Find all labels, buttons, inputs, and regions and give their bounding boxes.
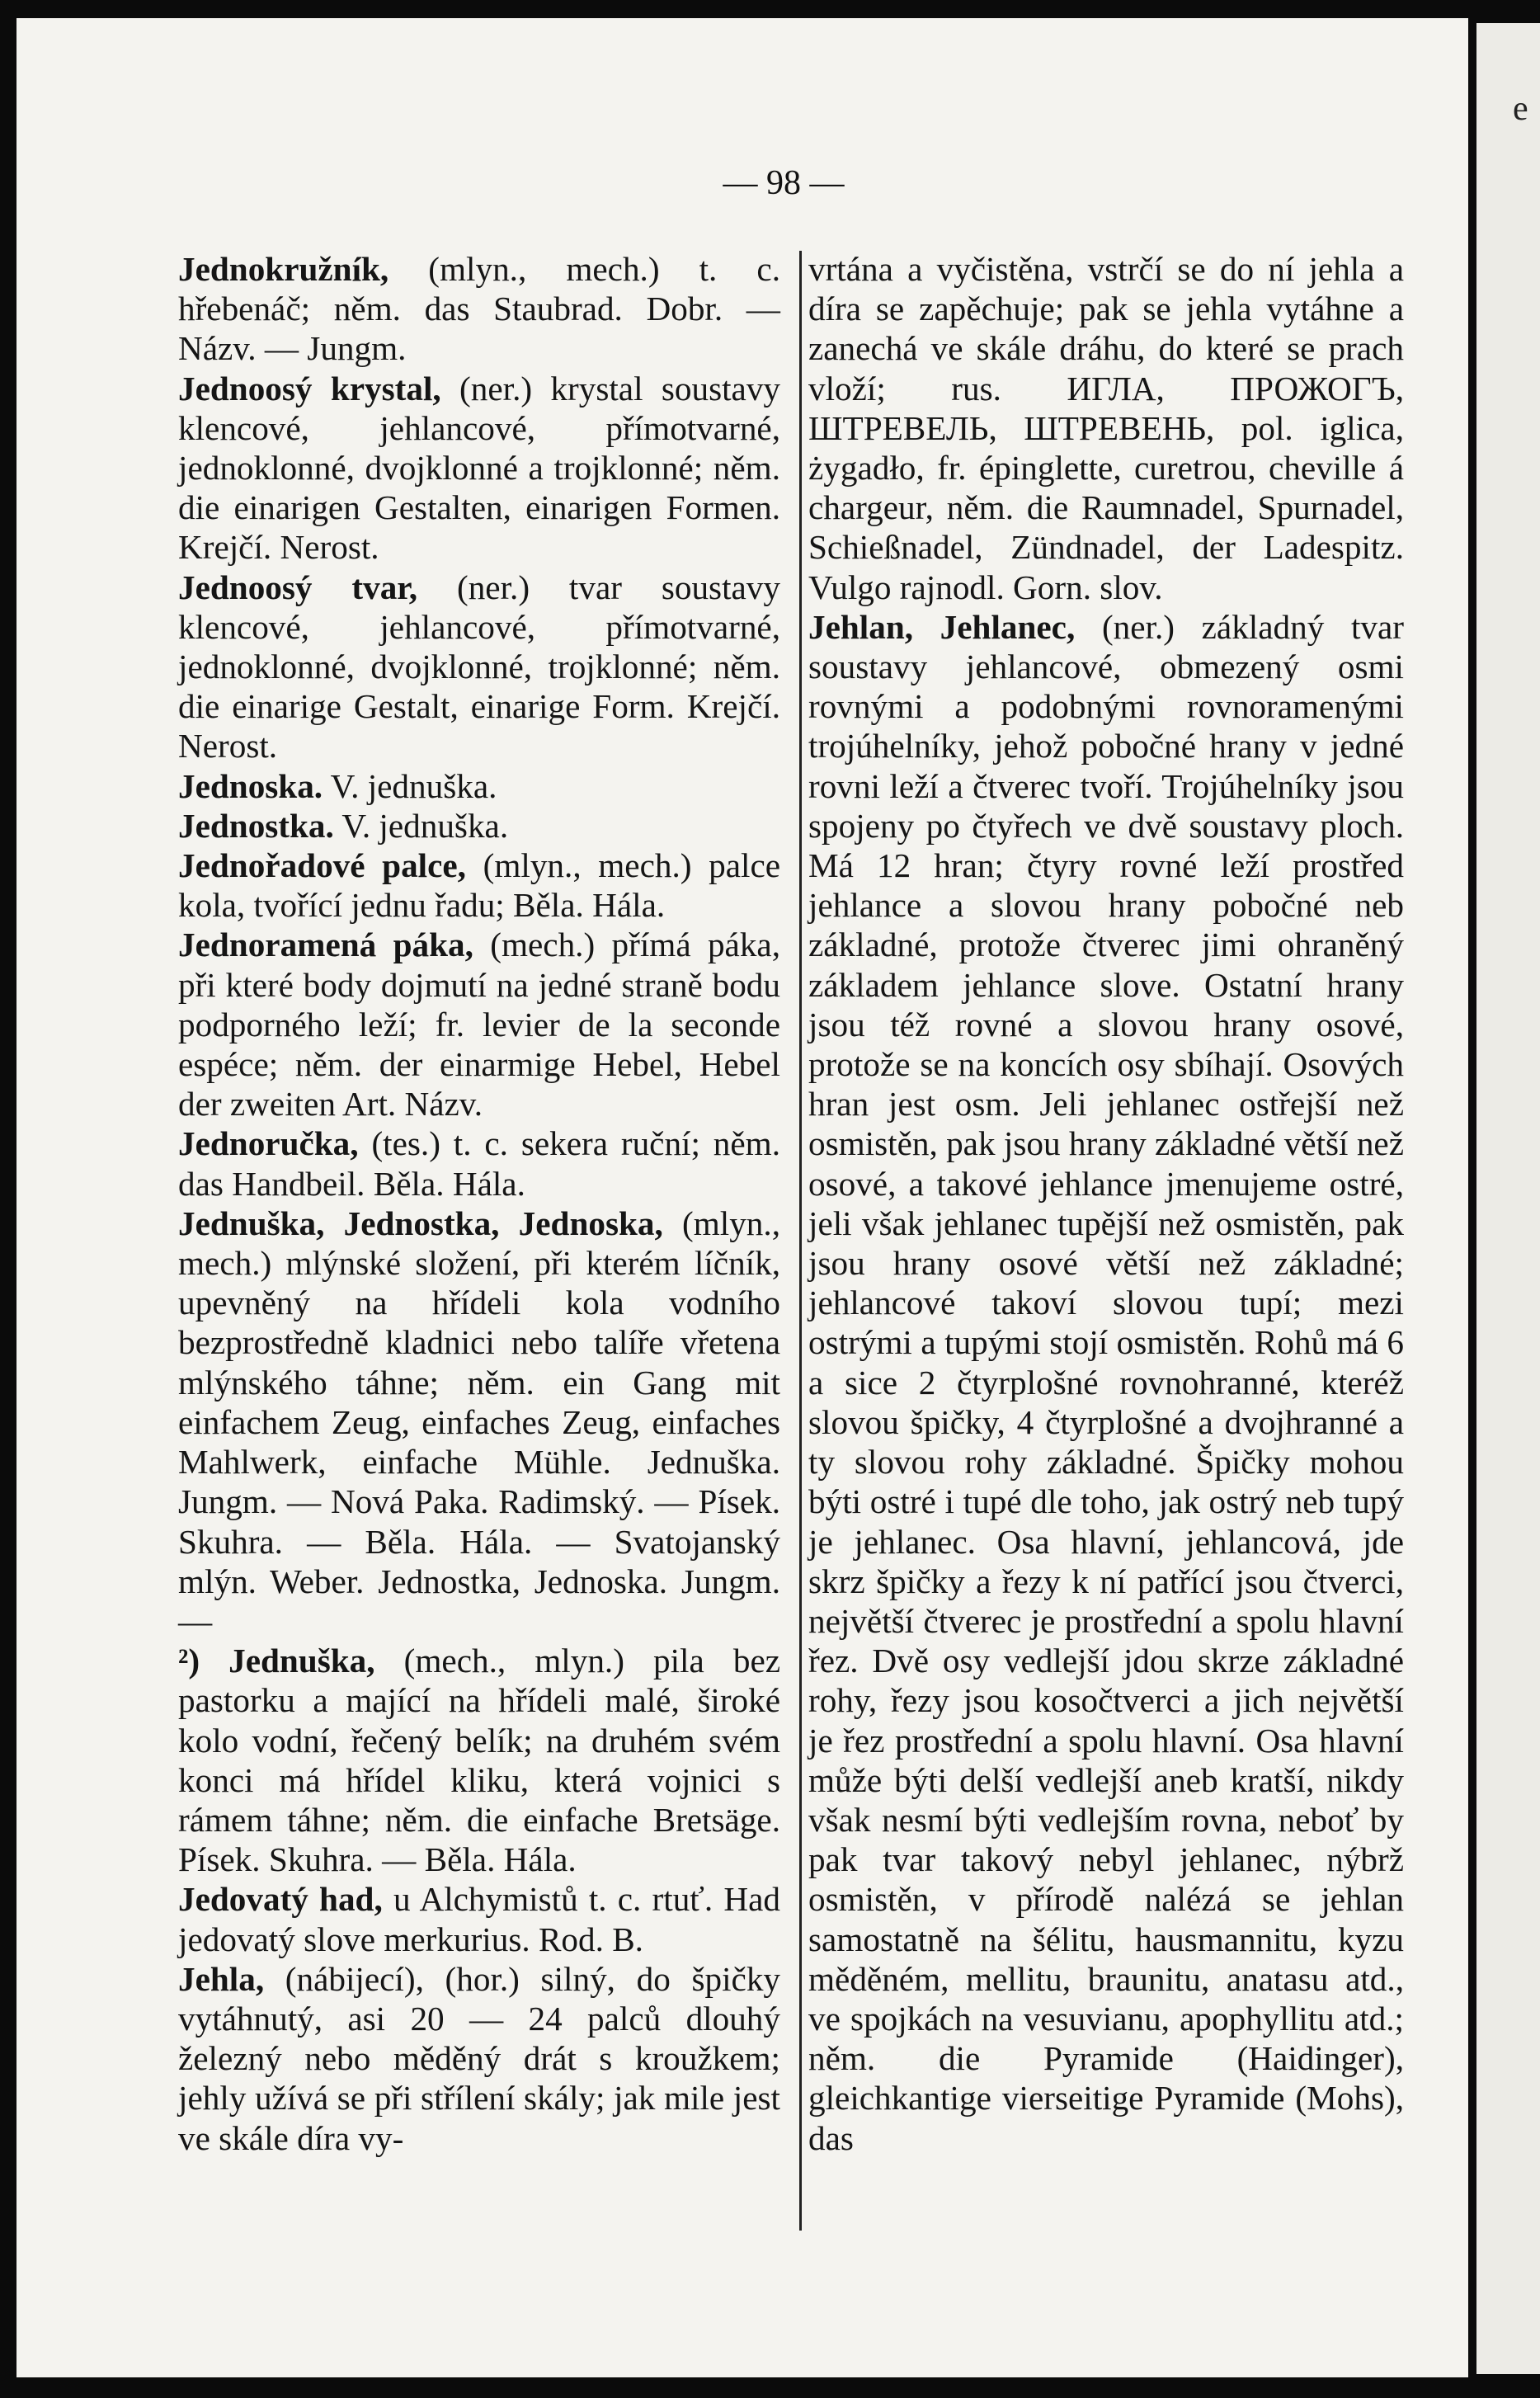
entry-headword: Jednořadové palce, (178, 846, 466, 885)
entry-headword: Jednoska. (178, 766, 323, 805)
entry-text: (nábijecí), (hor.) silný, do špičky vytáhnutý, asi 20 — 24 palců dlouhý železný nebo měděný drát s kroužkem; jehly užívá se při střílení skály; jak mile jest ve skále díra vy- (178, 1959, 781, 2157)
column-divider (799, 251, 802, 2231)
entry-headword: Jedovatý had, (178, 1880, 383, 1919)
entry-text: (ner.) krystal soustavy klencové, jehlancové, přímotvarné, jednoklonné, dvojklonné a trojklonné; něm. die einarigen Gestalten, einarigen Formen. Krejčí. Nerost. (178, 369, 781, 567)
entry-text: u Alchymistů t. c. rtuť. Had jedovatý slove merkurius. Rod. B. (178, 1880, 780, 1958)
adjacent-page-letter: e (1513, 90, 1528, 128)
entry-text: (ner.) základný tvar soustavy jehlancové, obmezený osmi rovnými a podobnými rovnoramenými trojúhelníky, jehož pobočné hrany v jedné rovni leží a čtverec tvoří. Trojúhelníky jsou spojeny po čtyřech ve dvě soustavy ploch. Má 12 hran; čtyry rovné leží prostřed jehlance a slovou hrany pobočné neb základné, protože čtverec jimi ohraněný základem jehlance slove. Ostatní hrany jsou též rovné a slovou hrany osové, protože se na koncích osy sbíhají. Osových hran jest osm. Jeli jehlanec ostřejší než osmistěn, pak jsou hrany základné větší než osové, a takové jehlance jmenujeme ostré, jeli však jehlanec tupější než osmistěn, pak jsou hrany osové větší než základné; jehlancové takoví slovou tupí; mezi ostrými a tupými stojí osmistěn. Rohů má 6 a sice 2 čtyrplošné rovnohranné, kteréž slovou špičky, 4 čtyrplošné a dvojhranné a ty slovou rohy základné. Špičky mohou býti ostré i tupé dle toho, jak ostrý neb tupý je jehlanec. Osa hlavní, jehlancová, jde skrz špičky a řezy k ní patřící jsou čtverci, největší čtverec je prostřední a spolu hlavní řez. Dvě osy vedlejší jdou skrze základné rohy, řezy jsou kosočtverci a jich největší je řez prostřední a spolu hlavní. Osa hlavní může býti delší vedlejší aneb kratší, nikdy však nesmí býti vedlejším rovna, neboť by pak tvar takový nebyl jehlanec, nýbrž osmistěn, v přírodě nalézá se jehlan samostatně na šélitu, hausmannitu, kyzu měděném, mellitu, braunitu, anatasu atd., ve spojkách na vesuvianu, apophyllitu atd.; něm. die Pyramide (Haidinger), gleichkantige vierseitige Pyramide (Mohs), das (808, 607, 1404, 2157)
entry-text: (mech., mlyn.) pila bez pastorku a mající na hřídeli malé, široké kolo vodní, řečený belík; na druhém svém konci má hřídel kliku, která vojnici s rámem táhne; něm. die einfache Bretsäge. Písek. Skuhra. — Běla. Hála. (178, 1642, 781, 1879)
left-column (178, 249, 780, 2158)
entry-text: V. jednuška. (330, 766, 497, 805)
dictionary-entry (178, 925, 780, 1124)
dictionary-entry (178, 1641, 780, 1879)
dictionary-entry (808, 249, 1404, 607)
dictionary-entry (178, 1879, 780, 1958)
dictionary-entry (178, 369, 780, 568)
entry-headword: Jehla, (178, 1959, 265, 1998)
entry-text: (mlyn., mech.) mlýnské složení, při kterém líčník, upevněný na hřídeli kola vodního bezprostředně kladnici nebo talíře vřetena mlýnského táhne; něm. ein Gang mit einfachem Zeug, einfaches Zeug, einfaches Mahlwerk, einfache Mühle. Jednuška. Jungm. — Nová Paka. Radimský. — Písek. Skuhra. — Běla. Hála. — Svatojanský mlýn. Weber. Jednostka, Jednoska. Jungm. — (178, 1204, 780, 1640)
dictionary-entry (178, 1124, 780, 1203)
entry-text: vrtána a vyčistěna, vstrčí se do ní jehla a díra se zapěchuje; pak se jehla vytáhne a zanechá ve skále dráhu, do které se prach vloží; rus. ИГЛА, ПРОЖОГЪ, ШТРЕВЕЛЬ, ШТРЕВЕНЬ, pol. iglica, żygadło, fr. épinglette, curetrou, cheville á chargeur, něm. die Raumnadel, Spurnadel, Schießnadel, Zündnadel, der Ladespitz. Vulgo rajnodl. Gorn. slov. (808, 250, 1404, 606)
entry-headword: Jednoosý tvar, (178, 568, 418, 606)
entry-text: (mech.) přímá páka, při které body dojmutí na jedné straně bodu podporného leží; fr. levier de la seconde espéce; něm. der einarmige Hebel, Hebel der zweiten Art. Názv. (178, 926, 781, 1124)
entry-headword: Jednoramená páka, (178, 926, 473, 964)
entry-headword: Jednoručka, (178, 1124, 359, 1163)
dictionary-entry (178, 568, 780, 766)
entry-text: (mlyn., mech.) palce kola, tvořící jednu řadu; Běla. Hála. (178, 846, 780, 925)
dictionary-entry (178, 1959, 780, 2158)
entry-headword: Jednoosý krystal, (178, 369, 441, 408)
entry-headword: ²) Jednuška, (178, 1642, 375, 1680)
dictionary-entry (808, 607, 1404, 2158)
dictionary-entry (178, 1204, 780, 1641)
entry-text: (tes.) t. c. sekera ruční; něm. das Handbeil. Běla. Hála. (178, 1124, 781, 1203)
book-page (16, 18, 1468, 2377)
entry-headword: Jednostka. (178, 806, 334, 845)
dictionary-entry (178, 806, 780, 846)
dictionary-entry (178, 846, 780, 925)
adjacent-page-edge (1476, 23, 1540, 2374)
right-column (808, 249, 1404, 2158)
entry-text: (mlyn., mech.) t. c. hřebenáč; něm. das Staubrad. Dobr. — Názv. — Jungm. (178, 250, 780, 368)
entry-text: (ner.) tvar soustavy klencové, jehlancové, přímotvarné, jednoklonné, dvojklonné, trojklonné; něm. die einarige Gestalt, einarige Form. Krejčí. Nerost. (178, 568, 780, 766)
entry-headword: Jednuška, Jednostka, Jednoska, (178, 1204, 663, 1242)
dictionary-entry (178, 766, 780, 806)
entry-headword: Jehlan, Jehlanec, (808, 607, 1076, 646)
dictionary-entry (178, 249, 780, 369)
entry-headword: Jednokružník, (178, 250, 389, 288)
entry-text: V. jednuška. (341, 806, 509, 845)
page-number: — 98 — (723, 164, 845, 202)
